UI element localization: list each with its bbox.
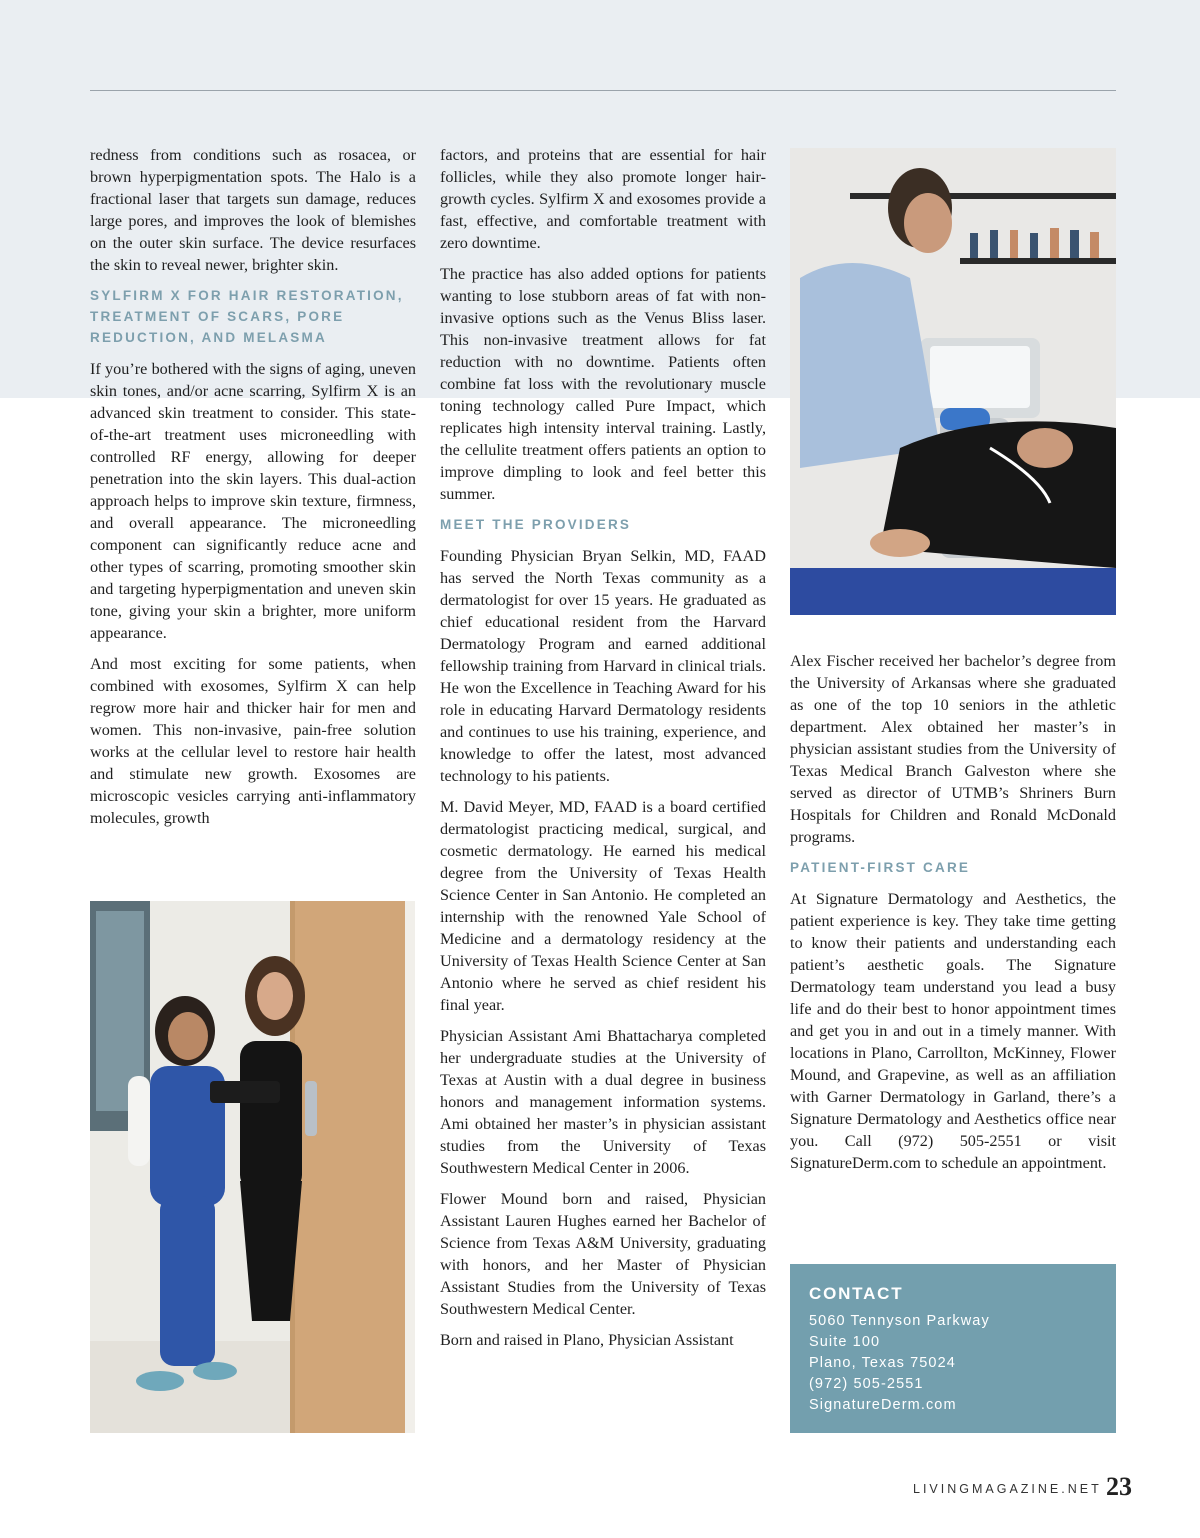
contact-address: 5060 Tennyson Parkway	[809, 1313, 990, 1329]
col1-paragraph-3: And most exciting for some patients, when combined with exosomes, Sylfirm X can help regrow more hair and thicker hair for men and women. This non-invasive, pain-free solution works at the cellular level to restore hair health and stimulate new growth. Exosomes are microscopic vesicles carrying anti-inflammatory molecules, growth	[90, 655, 416, 827]
section-heading-providers: MEET THE PROVIDERS	[440, 517, 632, 532]
photo-doctor-treating-patient	[790, 148, 1116, 615]
section-heading-patient-care: PATIENT-FIRST CARE	[790, 860, 971, 875]
col3-paragraph-2: At Signature Dermatology and Aesthetics, the patient experience is key. They take time getting to know their patients and understanding each patient’s aesthetic goals. The Signature Dermatology team understand you lead a busy life and do their best to honor appointment times and get you in and out in a timely manner. With locations in Plano, Carrollton, McKinney, Flower Mound, and Grapevine, as well as an affiliation with Garner Dermatology in Garland, there’s a Signature Dermatology and Aesthetics office near you. Call (972) 505-2551 or visit SignatureDerm.com to schedule an appointment.	[790, 890, 1116, 1172]
col2-paragraph-3: Founding Physician Bryan Selkin, MD, FAAD has served the North Texas community as a dermatologist for over 15 years. He graduated as chief educational resident from the Harvard Dermatology Program and earned additional fellowship training from Harvard in clinical trials. He won the Excellence in Teaching Award for his role in educating Harvard Dermatology residents and continues to use his training, experience, and knowledge to offer the latest, most advanced technology to his patients.	[440, 547, 766, 785]
photo-providers-with-tablet	[90, 901, 415, 1433]
contact-city: Plano, Texas 75024	[809, 1355, 956, 1371]
contact-phone[interactable]: (972) 505-2551	[809, 1376, 924, 1392]
col2-paragraph-2: The practice has also added options for patients wanting to lose stubborn areas of fat with non-invasive options such as the Venus Bliss laser. This non-invasive treatment allows for fat reduction with no downtime. Patients often combine fat loss with the revolutionary muscle toning technology called Pure Impact, which replicates high intensity interval training. Lastly, the cellulite treatment offers patients an option to improve dimpling to look and feel better this summer.	[440, 265, 766, 503]
section-heading-sylfirm: SYLFIRM X FOR HAIR RESTORATION, TREATMENT OF SCARS, PORE REDUCTION, AND MELASMA	[90, 288, 404, 345]
col2-paragraph-5: Physician Assistant Ami Bhattacharya completed her undergraduate studies at the University of Texas at Austin with a dual degree in business honors and management information systems. Ami obtained her master’s in physician assistant studies from the University of Texas Southwestern Medical Center in 2006.	[440, 1027, 766, 1177]
column-2	[440, 144, 766, 1360]
header-rule	[90, 90, 1116, 91]
contact-box	[790, 1264, 1116, 1433]
col2-paragraph-1: factors, and proteins that are essential for hair follicles, while they also promote longer hair-growth cycles. Sylfirm X and exosomes provide a fast, effective, and comfortable treatment with zero downtime.	[440, 146, 766, 252]
contact-title: CONTACT	[809, 1284, 904, 1303]
page-number: 23	[1106, 1472, 1132, 1501]
col2-paragraph-4: M. David Meyer, MD, FAAD is a board certified dermatologist practicing medical, surgical, and cosmetic dermatology. He earned his medical degree from the University of Texas Health Science Center in San Antonio. He completed an internship with the renowned Yale School of Medicine and a dermatology residency at the University of Texas Health Science Center at San Antonio where he served as chief resident his final year.	[440, 798, 766, 1014]
col2-paragraph-6: Flower Mound born and raised, Physician Assistant Lauren Hughes earned her Bachelor of Science from Texas A&M University, graduating with honors, and her Master of Physician Assistant Studies from the University of Texas Southwestern Medical Center.	[440, 1190, 766, 1318]
column-3	[790, 650, 1116, 1183]
col3-paragraph-1: Alex Fischer received her bachelor’s degree from the University of Arkansas where she graduated as one of the top 10 seniors in the athletic department. Alex obtained her master’s in physician assistant studies from the University of Texas Medical Branch Galveston where she served as director of UTMB’s Shriners Burn Hospitals for Children and Ronald McDonald programs.	[790, 652, 1116, 846]
contact-suite: Suite 100	[809, 1334, 881, 1350]
footer-site-name: LIVINGMAGAZINE.NET	[913, 1482, 1102, 1496]
contact-website[interactable]: SignatureDerm.com	[809, 1397, 957, 1413]
col1-paragraph-1: redness from conditions such as rosacea, or brown hyperpigmentation spots. The Halo is a fractional laser that targets sun damage, reduces large pores, and improves the look of blemishes on the outer skin surface. The device resurfaces the skin to reveal newer, brighter skin.	[90, 146, 416, 274]
col2-paragraph-7: Born and raised in Plano, Physician Assistant	[440, 1331, 734, 1349]
column-1	[90, 144, 416, 838]
col1-paragraph-2: If you’re bothered with the signs of aging, uneven skin tones, and/or acne scarring, Sylfirm X is an advanced skin treatment to consider. This state-of-the-art treatment uses microneedling with controlled RF energy, allowing for deeper penetration into the skin layers. This dual-action approach helps to improve skin texture, firmness, and overall appearance. The microneedling component can significantly reduce acne and other types of scarring, promoting smoother skin and targeting hyperpigmentation and uneven skin tone, giving your skin a brighter, more uniform appearance.	[90, 360, 416, 642]
